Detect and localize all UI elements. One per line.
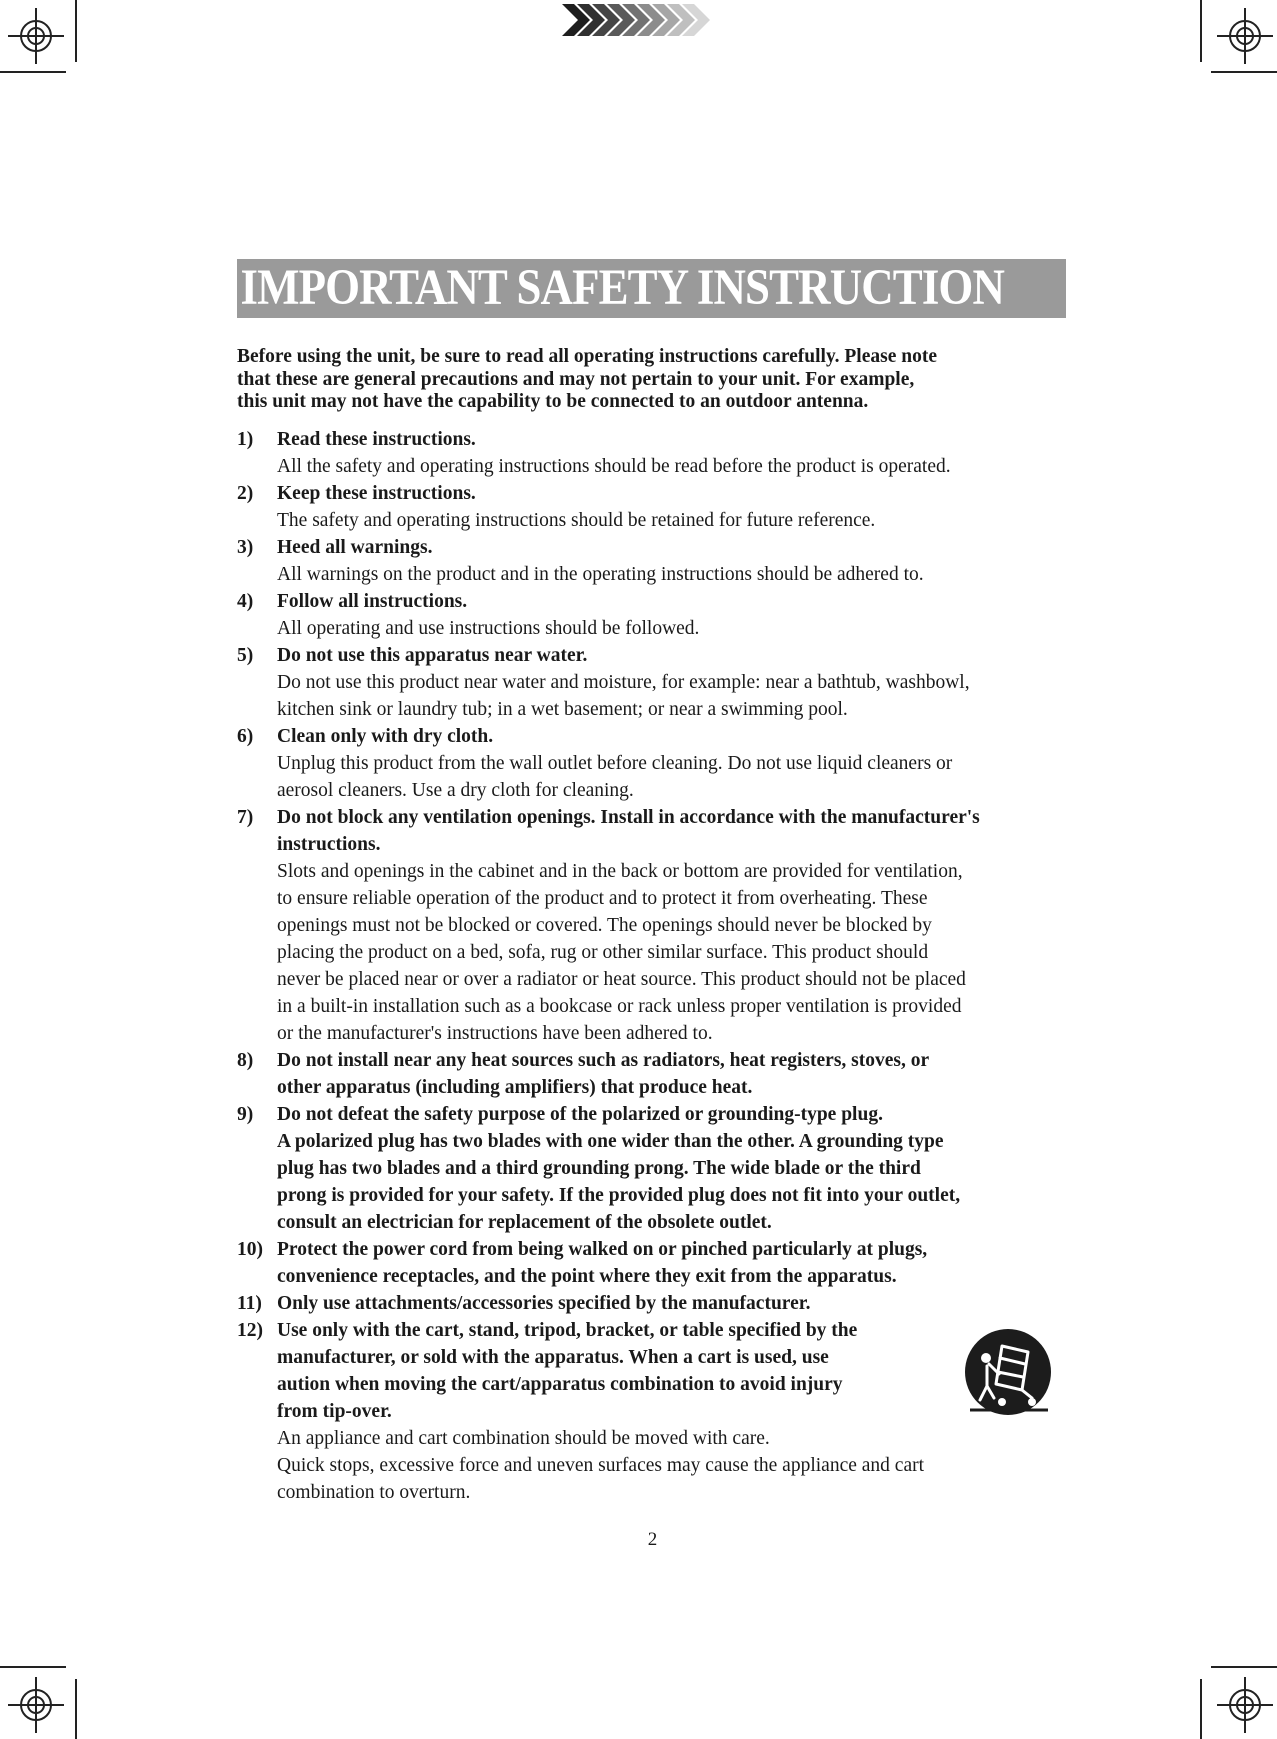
item-heading: plug has two blades and a third grounding prong. The wide blade or the third xyxy=(277,1158,921,1179)
item-body: All warnings on the product and in the operating instructions should be adhered to. xyxy=(277,564,924,585)
list-item xyxy=(237,534,1117,588)
item-body: or the manufacturer's instructions have been adhered to. xyxy=(277,1023,713,1044)
item-body: openings must not be blocked or covered. The openings should never be blocked by xyxy=(277,915,932,936)
item-heading: Heed all warnings. xyxy=(277,537,433,558)
item-heading: A polarized plug has two blades with one wider than the other. A grounding type xyxy=(277,1131,944,1152)
item-body: Unplug this product from the wall outlet before cleaning. Do not use liquid cleaners or xyxy=(277,753,953,774)
item-number: 8) xyxy=(237,1050,254,1071)
list-item xyxy=(237,588,1117,642)
registration-mark-icon xyxy=(0,1659,80,1739)
item-heading: instructions. xyxy=(277,834,381,855)
registration-mark-icon xyxy=(0,0,80,80)
item-number: 5) xyxy=(237,645,254,666)
title-band xyxy=(237,259,1066,318)
item-number: 6) xyxy=(237,726,254,747)
item-body: An appliance and cart combination should be moved with care. xyxy=(277,1428,770,1449)
item-heading: Do not defeat the safety purpose of the polarized or grounding-type plug. xyxy=(277,1104,883,1125)
item-body: All operating and use instructions should be followed. xyxy=(277,618,700,639)
item-body: The safety and operating instructions should be retained for future reference. xyxy=(277,510,876,531)
item-number: 9) xyxy=(237,1104,254,1125)
item-heading: prong is provided for your safety. If the provided plug does not fit into your outlet, xyxy=(277,1185,961,1206)
item-heading: Follow all instructions. xyxy=(277,591,468,612)
list-item xyxy=(237,1101,1117,1236)
item-heading: manufacturer, or sold with the apparatus. When a cart is used, use xyxy=(277,1347,829,1368)
item-body: All the safety and operating instructions should be read before the product is operated. xyxy=(277,456,951,477)
item-heading: Read these instructions. xyxy=(277,429,476,450)
list-item xyxy=(237,1236,1117,1290)
item-body: Do not use this product near water and moisture, for example: near a bathtub, washbowl, xyxy=(277,672,970,693)
item-number: 4) xyxy=(237,591,254,612)
intro-line: this unit may not have the capability to be connected to an outdoor antenna. xyxy=(237,391,869,412)
item-heading: Only use attachments/accessories specified by the manufacturer. xyxy=(277,1293,811,1314)
item-body: combination to overturn. xyxy=(277,1482,471,1503)
item-body: placing the product on a bed, sofa, rug or other similar surface. This product should xyxy=(277,942,929,963)
item-number: 7) xyxy=(237,807,254,828)
registration-mark-icon xyxy=(1197,1659,1277,1739)
intro-paragraph xyxy=(237,345,1117,413)
item-number: 3) xyxy=(237,537,254,558)
item-body: in a built-in installation such as a bookcase or rack unless proper ventilation is provided xyxy=(277,996,962,1017)
list-item xyxy=(237,642,1117,723)
item-heading: from tip-over. xyxy=(277,1401,392,1422)
item-number: 1) xyxy=(237,429,254,450)
item-body: Slots and openings in the cabinet and in the back or bottom are provided for ventilation, xyxy=(277,861,963,882)
item-number: 10) xyxy=(237,1239,263,1260)
item-number: 11) xyxy=(237,1293,262,1314)
item-body: never be placed near or over a radiator or heat source. This product should not be placed xyxy=(277,969,966,990)
item-number: 2) xyxy=(237,483,254,504)
list-item xyxy=(237,1047,1117,1101)
item-body: to ensure reliable operation of the product and to protect it from overheating. These xyxy=(277,888,928,909)
item-heading: other apparatus (including amplifiers) that produce heat. xyxy=(277,1077,753,1098)
intro-line: that these are general precautions and may not pertain to your unit. For example, xyxy=(237,369,915,390)
cart-tip-over-warning-icon xyxy=(962,1328,1054,1420)
item-heading: Do not block any ventilation openings. Install in accordance with the manufacturer's xyxy=(277,807,980,828)
item-body: kitchen sink or laundry tub; in a wet basement; or near a swimming pool. xyxy=(277,699,848,720)
item-heading: Use only with the cart, stand, tripod, bracket, or table specified by the xyxy=(277,1320,858,1341)
item-number: 12) xyxy=(237,1320,263,1341)
list-item xyxy=(237,723,1117,804)
list-item xyxy=(237,426,1117,480)
registration-mark-icon xyxy=(1197,0,1277,80)
item-heading: Do not install near any heat sources such as radiators, heat registers, stoves, or xyxy=(277,1050,930,1071)
item-heading: Protect the power cord from being walked on or pinched particularly at plugs, xyxy=(277,1239,928,1260)
page-number: 2 xyxy=(647,1529,658,1550)
item-heading: Clean only with dry cloth. xyxy=(277,726,494,747)
item-heading: convenience receptacles, and the point where they exit from the apparatus. xyxy=(277,1266,897,1287)
list-item xyxy=(237,804,1117,1047)
item-heading: Keep these instructions. xyxy=(277,483,476,504)
item-heading: aution when moving the cart/apparatus combination to avoid injury xyxy=(277,1374,843,1395)
item-body: aerosol cleaners. Use a dry cloth for cleaning. xyxy=(277,780,634,801)
item-heading: Do not use this apparatus near water. xyxy=(277,645,588,666)
page-title: IMPORTANT SAFETY INSTRUCTION xyxy=(240,260,1004,316)
intro-line: Before using the unit, be sure to read all operating instructions carefully. Please note xyxy=(237,346,937,367)
list-item xyxy=(237,480,1117,534)
list-item xyxy=(237,1290,1117,1317)
item-body: Quick stops, excessive force and uneven surfaces may cause the appliance and cart xyxy=(277,1455,925,1476)
chevron-strip-icon xyxy=(562,4,722,36)
item-heading: consult an electrician for replacement of the obsolete outlet. xyxy=(277,1212,772,1233)
